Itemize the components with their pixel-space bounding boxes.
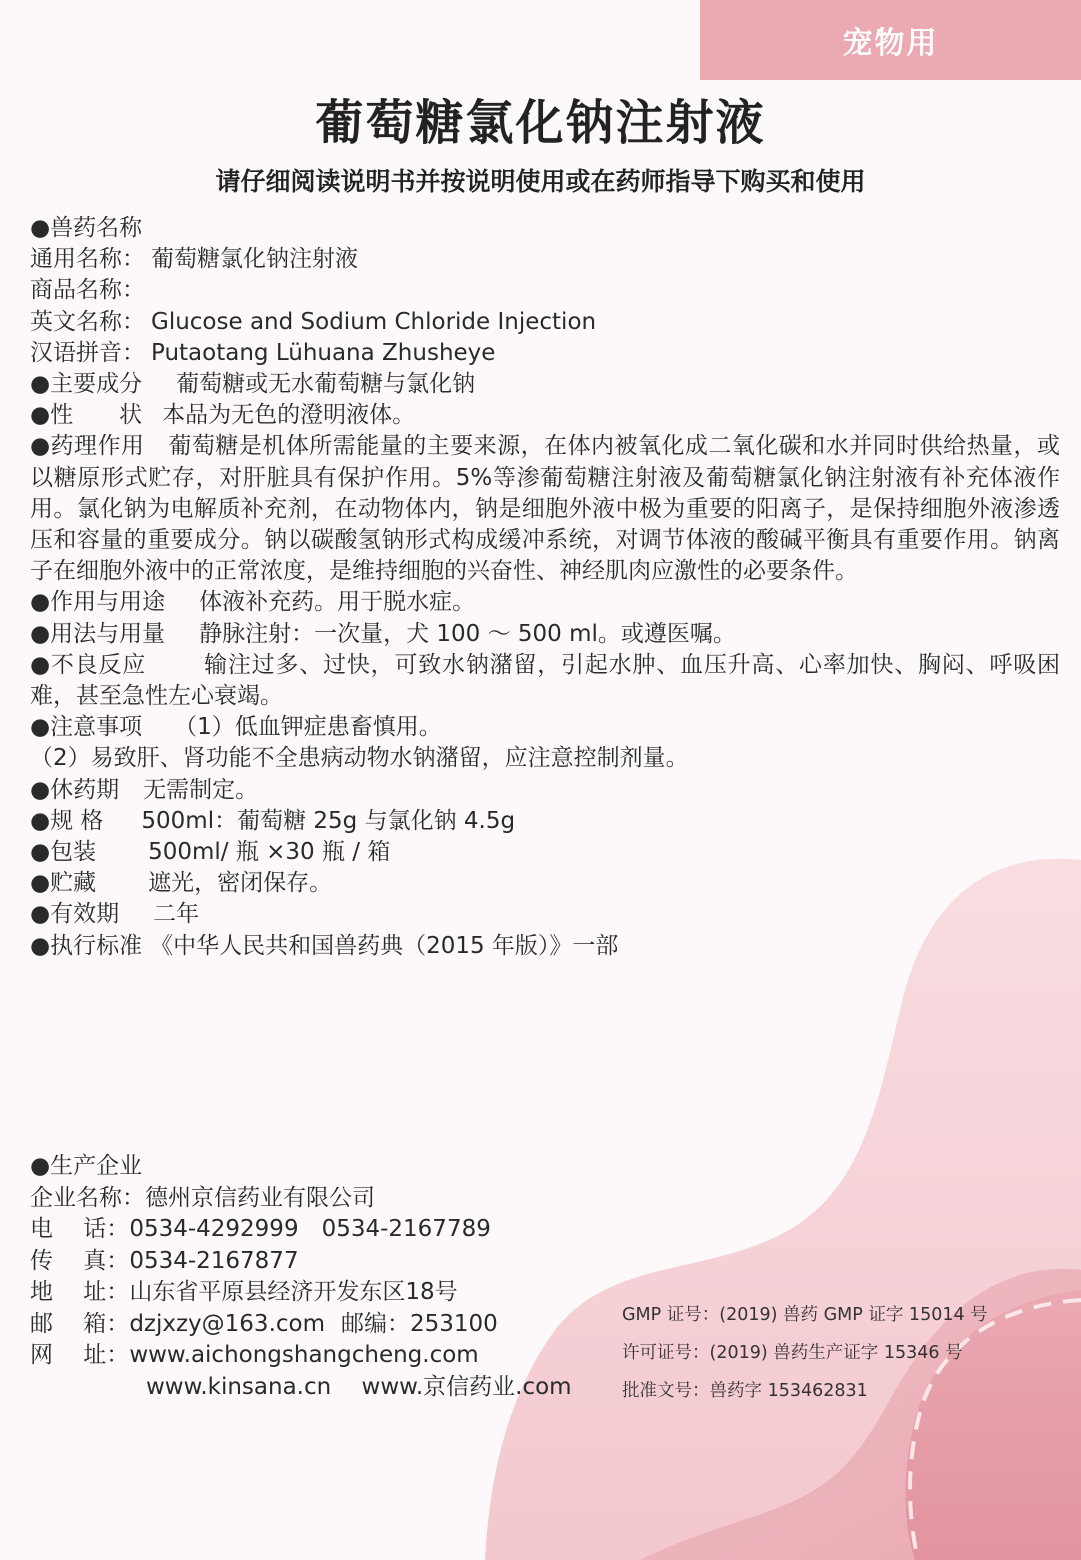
field-label: 企业名称： (30, 1184, 145, 1211)
pinyin-name-row (30, 338, 1060, 369)
field-value: Glucose and Sodium Chloride Injection (151, 308, 597, 335)
section-value: 葡萄糖或无水葡萄糖与氯化钠 (176, 371, 476, 398)
field-value: 德州京信药业有限公司 (145, 1184, 375, 1211)
bullet-icon: ● (30, 651, 51, 678)
section-heading: 主要成分 (50, 371, 143, 398)
section-standard (30, 931, 1060, 962)
section-value: 无需制定。 (143, 776, 259, 803)
website-value: www.kinsana.cn www.京信药业.com (146, 1373, 572, 1400)
license-value: 兽药字 153462831 (709, 1381, 868, 1401)
bullet-icon: ● (30, 589, 51, 616)
section-cautions (30, 712, 1060, 743)
section-heading: 注意事项 (50, 714, 143, 741)
section-value: 《中华人民共和国兽药典（2015 年版）》一部 (150, 932, 619, 959)
bullet-icon: ● (30, 714, 51, 741)
section-pharmacology (30, 431, 1060, 587)
trade-name-row (30, 275, 1060, 306)
section-dosage (30, 619, 1060, 650)
bullet-icon: ● (30, 620, 51, 647)
field-label: 商品名称： (30, 277, 145, 304)
email-row (30, 1309, 590, 1341)
section-heading: 贮藏 (50, 870, 97, 897)
license-label: 批准文号： (622, 1381, 710, 1401)
permit-row (622, 1334, 1062, 1372)
section-heading: 规 格 (50, 807, 104, 834)
phone-row (30, 1214, 590, 1246)
field-value: 葡萄糖氯化钠注射液 (151, 246, 358, 273)
website-row (30, 1340, 590, 1372)
section-adverse-reactions (30, 650, 1060, 712)
bullet-icon: ● (30, 402, 51, 429)
section-ingredients (30, 369, 1060, 400)
gmp-row (622, 1296, 1062, 1334)
field-value: 0534-2167877 (129, 1247, 299, 1274)
reading-notice: 请仔细阅读说明书并按说明使用或在药师指导下购买和使用 (215, 167, 866, 196)
field-label: 网 址： (30, 1342, 130, 1368)
field-label: 电 话： (30, 1216, 130, 1242)
section-heading: 有效期 (50, 901, 120, 928)
bullet-icon: ● (30, 215, 51, 241)
section-package (30, 837, 1060, 868)
section-veterinary-name (30, 213, 1060, 244)
bullet-icon: ● (30, 807, 51, 834)
section-value: 体液补充药。用于脱水症。 (199, 589, 476, 616)
field-label: 传 真： (30, 1247, 130, 1274)
license-value: (2019) 兽药 GMP 证字 15014 号 (719, 1305, 988, 1325)
field-label: 英文名称： (30, 308, 145, 335)
bullet-icon: ● (30, 776, 51, 803)
field-label: 汉语拼音： (30, 339, 145, 366)
pet-use-badge: 宠物用 (700, 0, 1081, 80)
section-value: 500ml：葡萄糖 25g 与氯化钠 4.5g (141, 807, 516, 834)
section-value: 静脉注射：一次量，犬 100 ～ 500 ml。或遵医嘱。 (199, 620, 736, 647)
section-heading: 生产企业 (50, 1153, 143, 1179)
bullet-icon: ● (30, 932, 51, 959)
email-value: dzjxzy@163.com (129, 1310, 326, 1337)
bullet-icon: ● (30, 433, 51, 460)
field-value: 0534-4292999 0534-2167789 (129, 1216, 491, 1242)
section-storage (30, 868, 1060, 899)
license-label: 许可证号： (622, 1343, 710, 1363)
bullet-icon: ● (30, 870, 51, 897)
section-heading: 药理作用 (50, 433, 145, 460)
section-value: 葡萄糖是机体所需能量的主要来源，在体内被氧化成二氧化碳和水并同时供给热量，或以糖原形式贮存，对肝脏具有保护作用。5%等渗葡萄糖注射液及葡萄糖氯化钠注射液有补充体液作用。氯化钠为电解质补充剂，在动物体内，钠是细胞外液中极为重要的阳离子，是保持细胞外液渗透压和容量的重要成分。钠以碳酸氢钠形式构成缓冲系统，对调节体液的酸碱平衡具有重要作用。钠离子在细胞外液中的正常浓度，是维持细胞的兴奋性、神经肌肉应激性的必要条件。 (30, 433, 1061, 585)
license-info (622, 1296, 1062, 1410)
company-name-row (30, 1183, 590, 1215)
section-value: 二年 (153, 901, 200, 928)
section-specification (30, 806, 1060, 837)
section-withdrawal (30, 775, 1060, 806)
section-value: 遮光，密闭保存。 (148, 870, 333, 897)
section-heading: 包装 (50, 839, 97, 866)
bullet-icon: ● (30, 1153, 51, 1179)
section-heading: 不良反应 (50, 651, 147, 678)
manufacturer-heading-row (30, 1151, 590, 1183)
address-row (30, 1277, 590, 1309)
section-heading: 兽药名称 (50, 215, 143, 241)
section-appearance (30, 400, 1060, 431)
section-heading: 作用与用途 (50, 589, 166, 616)
approval-row (622, 1372, 1062, 1410)
fax-row (30, 1246, 590, 1278)
section-value: （1）低血钾症患畜慎用。 (174, 714, 442, 741)
generic-name-row (30, 244, 1060, 275)
section-value: （2）易致肝、肾功能不全患病动物水钠潴留，应注意控制剂量。 (30, 745, 689, 772)
section-value: 本品为无色的澄明液体。 (162, 402, 416, 429)
license-value: (2019) 兽药生产证字 15346 号 (709, 1343, 963, 1363)
section-usage (30, 587, 1060, 618)
website-value: www.aichongshangcheng.com (129, 1342, 479, 1368)
drug-info-section (30, 213, 1060, 962)
page-title: 葡萄糖氯化钠注射液 (315, 95, 766, 151)
website-row-2 (30, 1372, 590, 1404)
section-heading: 性 状 (50, 402, 143, 429)
postcode-value: 253100 (410, 1310, 498, 1337)
section-validity (30, 899, 1060, 930)
english-name-row (30, 307, 1060, 338)
postcode-label: 邮编： (341, 1310, 411, 1337)
section-value: 输注过多、过快，可致水钠潴留，引起水肿、血压升高、心率加快、胸闷、呼吸困难，甚至急性左心衰竭。 (30, 651, 1061, 710)
section-heading: 执行标准 (50, 932, 143, 959)
bullet-icon: ● (30, 901, 51, 928)
bullet-icon: ● (30, 839, 51, 866)
field-label: 通用名称： (30, 246, 145, 273)
field-value: 山东省平原县经济开发东区18号 (129, 1279, 458, 1305)
field-label: 地 址： (30, 1279, 130, 1305)
caution-item-2 (30, 743, 1060, 774)
section-value: 500ml/ 瓶 ×30 瓶 / 箱 (148, 839, 391, 866)
manufacturer-section (30, 1151, 590, 1403)
section-heading: 用法与用量 (50, 620, 166, 647)
field-label: 邮 箱： (30, 1310, 130, 1337)
section-heading: 休药期 (50, 776, 120, 803)
license-label: GMP 证号： (622, 1305, 720, 1325)
bullet-icon: ● (30, 371, 51, 398)
field-value: Putaotang Lühuana Zhusheye (151, 339, 496, 366)
